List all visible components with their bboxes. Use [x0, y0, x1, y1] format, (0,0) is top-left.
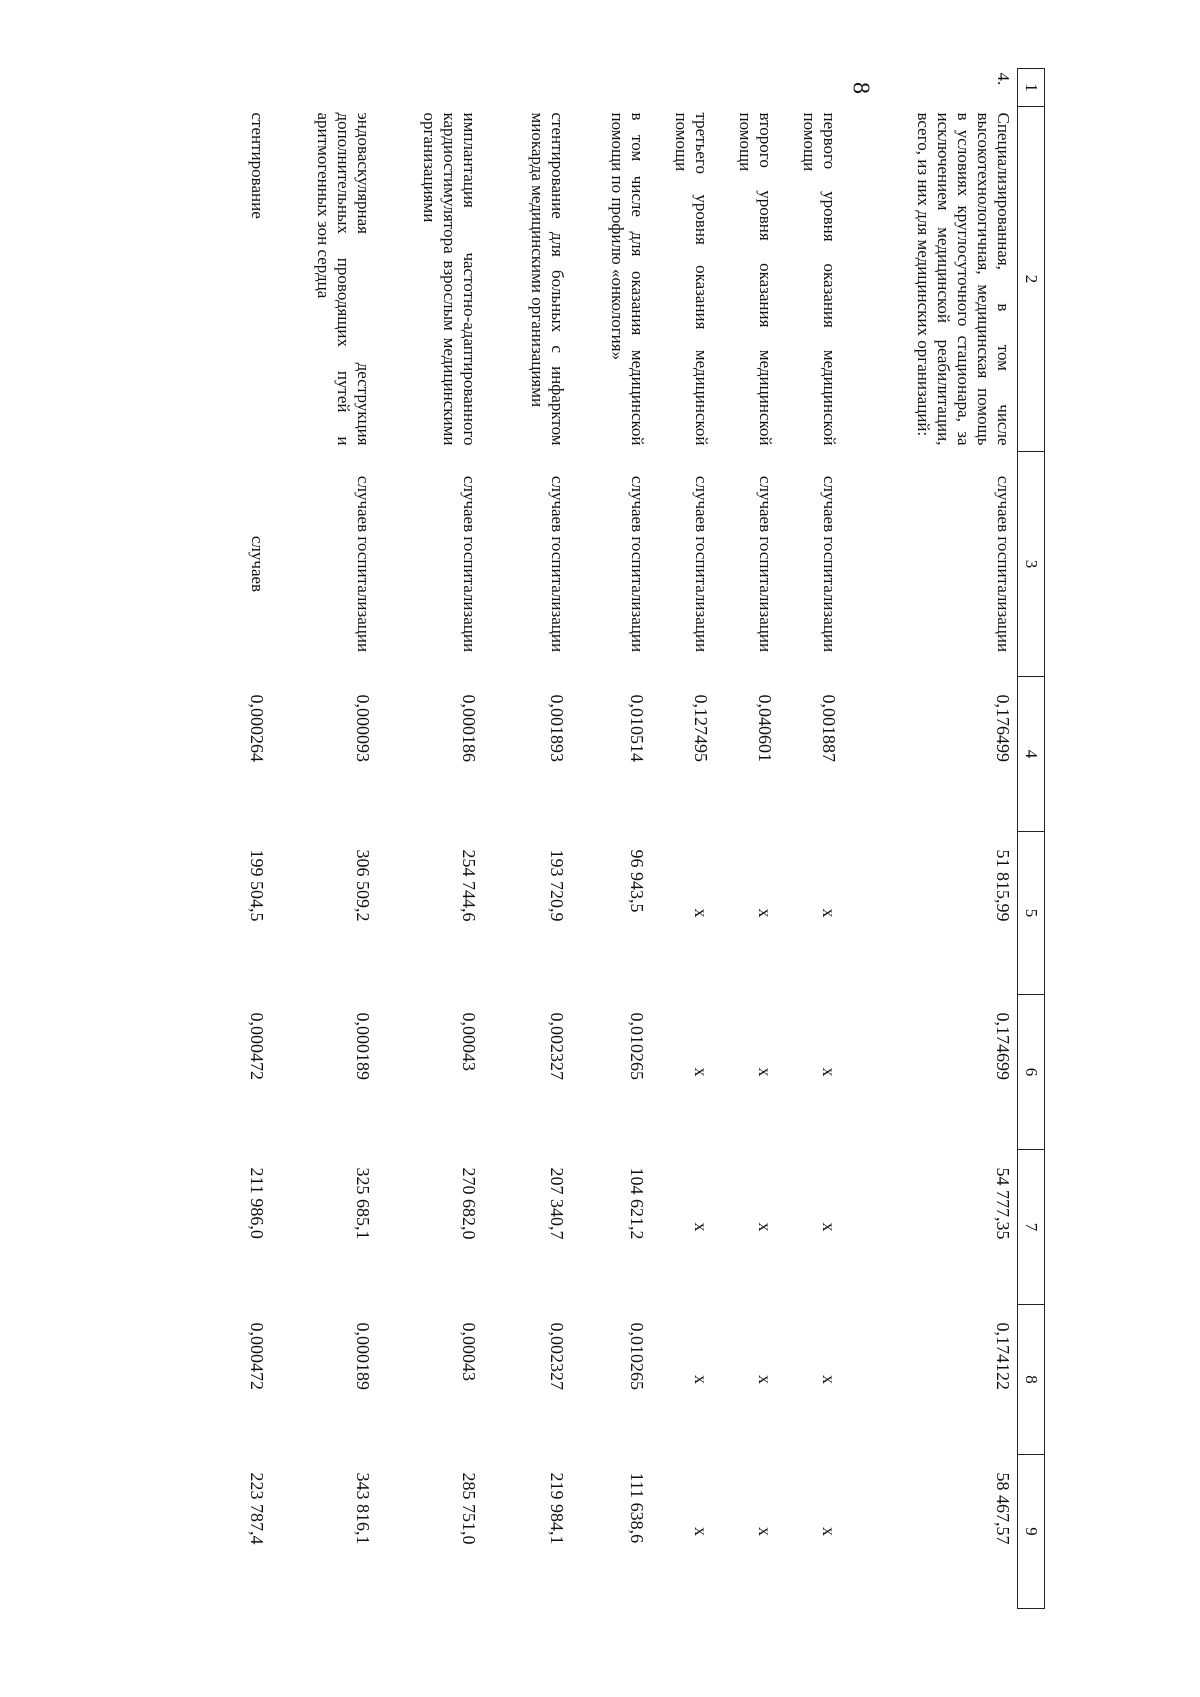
- table-row: [271, 69, 377, 1609]
- row-number: [651, 69, 715, 107]
- row-unit: случаев госпитализации: [548, 475, 567, 653]
- cell-col-6: 0,00043: [459, 1012, 479, 1071]
- cell-col-7: 207 340,7: [547, 1167, 567, 1240]
- row-description: имплантация частотно-адаптированного кардиостимулятора взрослым медицинскими организациями: [420, 112, 479, 446]
- row-description: первого уровня оказания медицинской помощи: [800, 112, 839, 446]
- cell-col-8: 0,000189: [353, 1322, 373, 1390]
- cell-col-8: 0,00043: [459, 1322, 479, 1381]
- row-description: Специализированная, в том числе высокотехнологичная, медицинская помощь в условиях круглосуточного стационара, за исключением медицинской реабилитации, всего, из них для медицинских организаций:: [914, 112, 1013, 446]
- cell-col-8: 0,010265: [627, 1322, 647, 1390]
- cell-col-5: х: [691, 908, 711, 918]
- cell-col-6: 0,002327: [547, 1012, 567, 1080]
- volume-norms-table: [203, 68, 1045, 1609]
- row-description: эндоваскулярная деструкция дополнительных проводящих путей и аритмогенных зон сердца: [314, 112, 373, 446]
- header-col-4: 4: [1018, 677, 1045, 832]
- cell-col-7: 325 685,1: [353, 1167, 373, 1240]
- cell-col-8: 0,000472: [247, 1322, 267, 1390]
- row-unit: случаев госпитализации: [994, 475, 1013, 653]
- row-unit: случаев госпитализации: [460, 475, 479, 653]
- row-description: второго уровня оказания медицинской помощи: [736, 112, 775, 446]
- row-number: [571, 69, 651, 107]
- cell-col-9: х: [755, 1527, 775, 1536]
- cell-col-9: 343 816,1: [353, 1472, 373, 1545]
- cell-col-5: 96 943,5: [627, 849, 647, 913]
- cell-col-8: х: [755, 1375, 775, 1384]
- row-unit: случаев: [248, 535, 267, 593]
- cell-col-9: 58 467,57: [993, 1472, 1013, 1545]
- cell-col-7: 54 777,35: [993, 1167, 1013, 1240]
- cell-col-7: х: [691, 1222, 711, 1232]
- row-description: третьего уровня оказания медицинской помощи: [672, 112, 711, 446]
- cell-col-7: х: [819, 1222, 839, 1232]
- row-unit: случаев госпитализации: [628, 475, 647, 653]
- table-row: [715, 69, 779, 1609]
- header-col-1: 1: [1018, 69, 1045, 107]
- header-col-2: 2: [1018, 107, 1045, 452]
- cell-col-9: 285 751,0: [459, 1472, 479, 1545]
- table-row: [843, 69, 1018, 1609]
- cell-col-5: 254 744,6: [459, 849, 479, 922]
- row-number: 4.: [994, 72, 1013, 86]
- cell-col-9: х: [691, 1527, 711, 1536]
- row-number: [203, 69, 271, 107]
- header-col-8: 8: [1018, 1305, 1045, 1455]
- cell-col-9: 223 787,4: [247, 1472, 267, 1545]
- cell-col-4: 0,127495: [691, 694, 711, 762]
- cell-col-6: х: [755, 1067, 775, 1077]
- cell-col-8: 0,174122: [993, 1322, 1013, 1390]
- row-number: [271, 69, 377, 107]
- cell-col-5: 193 720,9: [547, 849, 567, 922]
- cell-col-5: 199 504,5: [247, 849, 267, 922]
- row-description: стентирование: [248, 112, 267, 219]
- cell-col-4: 0,001887: [819, 694, 839, 762]
- row-number: [779, 69, 843, 107]
- cell-col-9: 111 638,6: [627, 1472, 647, 1544]
- cell-col-9: 219 984,1: [547, 1472, 567, 1545]
- cell-col-5: х: [819, 908, 839, 918]
- cell-col-6: х: [819, 1067, 839, 1077]
- row-description: стентирование для больных с инфарктом миокарда медицинскими организациями: [528, 112, 567, 446]
- table-row: [377, 69, 483, 1609]
- table-row: [651, 69, 715, 1609]
- cell-col-6: 0,174699: [993, 1012, 1013, 1080]
- row-unit: случаев госпитализации: [756, 475, 775, 653]
- header-col-3: 3: [1018, 452, 1045, 677]
- cell-col-4: 0,000186: [459, 694, 479, 762]
- header-col-5: 5: [1018, 832, 1045, 995]
- cell-col-8: х: [819, 1375, 839, 1384]
- row-unit: случаев госпитализации: [692, 475, 711, 653]
- cell-col-5: 306 509,2: [353, 849, 373, 922]
- cell-col-7: 270 682,0: [459, 1167, 479, 1240]
- row-number: [483, 69, 571, 107]
- header-row: [1018, 69, 1045, 1609]
- row-description: в том числе для оказания медицинской помощи по профилю «онкология»: [608, 112, 647, 446]
- cell-col-6: 0,000472: [247, 1012, 267, 1080]
- table-row: [571, 69, 651, 1609]
- cell-col-6: 0,000189: [353, 1012, 373, 1080]
- header-col-7: 7: [1018, 1150, 1045, 1305]
- cell-col-6: 0,010265: [627, 1012, 647, 1080]
- cell-col-7: х: [755, 1222, 775, 1232]
- cell-col-7: 104 621,2: [627, 1167, 647, 1240]
- header-col-6: 6: [1018, 995, 1045, 1150]
- row-number: [377, 69, 483, 107]
- table-row: [203, 69, 271, 1609]
- page-number: 8: [847, 82, 874, 94]
- cell-col-6: х: [691, 1067, 711, 1077]
- row-number: [715, 69, 779, 107]
- cell-col-5: 51 815,99: [993, 849, 1013, 922]
- cell-col-4: 0,010514: [627, 694, 647, 762]
- cell-col-4: 0,000264: [247, 694, 267, 762]
- rotated-table-container: [205, 68, 1045, 1608]
- cell-col-4: 0,176499: [993, 694, 1013, 762]
- table-row: [483, 69, 571, 1609]
- table-row: [779, 69, 843, 1609]
- cell-col-4: 0,040601: [755, 694, 775, 762]
- cell-col-8: х: [691, 1375, 711, 1384]
- cell-col-4: 0,001893: [547, 694, 567, 762]
- cell-col-8: 0,002327: [547, 1322, 567, 1390]
- cell-col-9: х: [819, 1527, 839, 1536]
- cell-col-5: х: [755, 908, 775, 918]
- cell-col-7: 211 986,0: [247, 1167, 267, 1239]
- row-unit: случаев госпитализации: [354, 475, 373, 653]
- cell-col-4: 0,000093: [353, 694, 373, 762]
- row-unit: случаев госпитализации: [820, 475, 839, 653]
- header-col-9: 9: [1018, 1455, 1045, 1609]
